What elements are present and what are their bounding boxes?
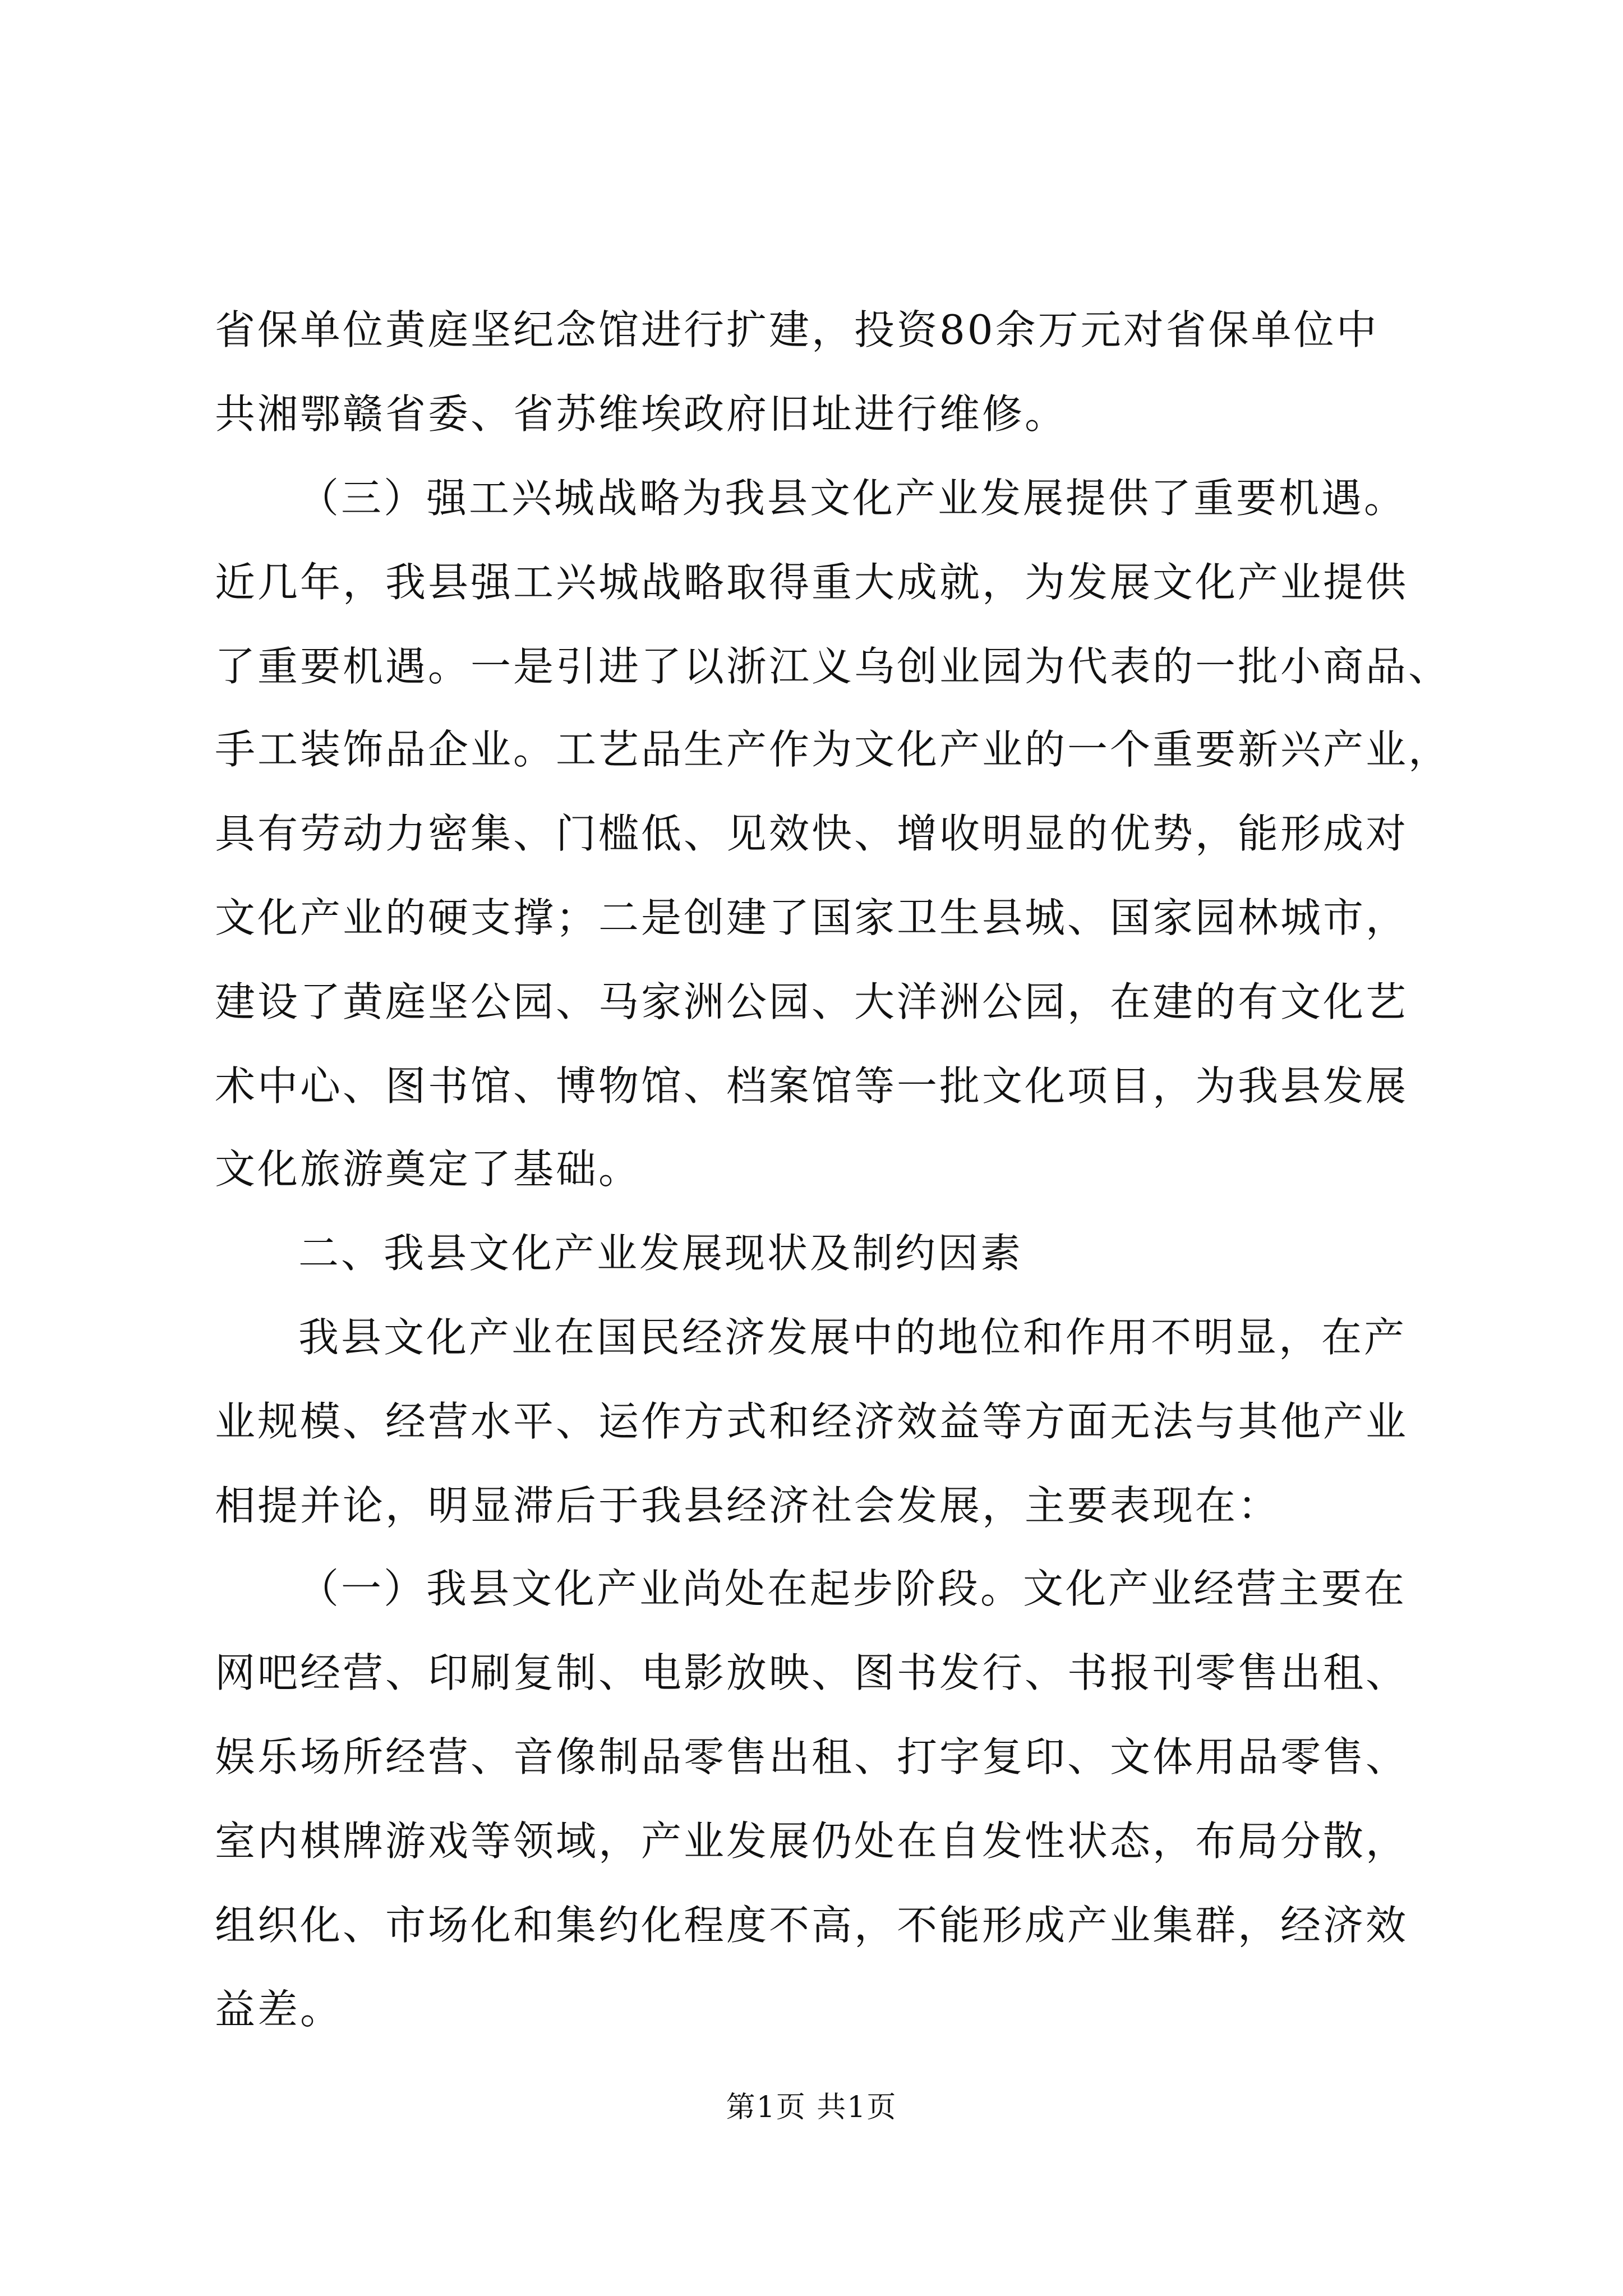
body-line-17: 网吧经营、印刷复制、电影放映、图书发行、书报刊零售出租、: [215, 1649, 1409, 1696]
section-heading-2: 二、我县文化产业发展现状及制约因素: [298, 1230, 1023, 1277]
body-line-18: 娱乐场所经营、音像制品零售出租、打字复印、文体用品零售、: [215, 1733, 1409, 1780]
body-line-4: 近几年，我县强工兴城战略取得重大成就，为发展文化产业提供: [215, 559, 1409, 606]
body-line-20: 组织化、市场化和集约化程度不高，不能形成产业集群，经济效: [215, 1902, 1409, 1949]
body-line-13: 我县文化产业在国民经济发展中的地位和作用不明显，在产: [298, 1314, 1407, 1361]
body-line-2: 共湘鄂赣省委、省苏维埃政府旧址进行维修。: [215, 390, 1068, 438]
body-line-5: 了重要机遇。一是引进了以浙江义乌创业园为代表的一批小商品、: [215, 643, 1451, 690]
body-line-8: 文化产业的硬支撑；二是创建了国家卫生县城、国家园林城市，: [215, 894, 1409, 941]
body-line-11: 文化旅游奠定了基础。: [215, 1145, 642, 1193]
body-line-19: 室内棋牌游戏等领域，产业发展仍处在自发性状态，布局分散，: [215, 1818, 1409, 1865]
body-line-14: 业规模、经营水平、运作方式和经济效益等方面无法与其他产业: [215, 1398, 1409, 1445]
section-heading-3: （三）强工兴城战略为我县文化产业发展提供了重要机遇。: [298, 475, 1407, 522]
section-heading-1: （一）我县文化产业尚处在起步阶段。文化产业经营主要在: [298, 1565, 1407, 1612]
body-line-15: 相提并论，明显滞后于我县经济社会发展，主要表现在：: [215, 1482, 1281, 1529]
body-line-7: 具有劳动力密集、门槛低、见效快、增收明显的优势，能形成对: [215, 810, 1409, 857]
body-line-9: 建设了黄庭坚公园、马家洲公园、大洋洲公园，在建的有文化艺: [215, 978, 1409, 1025]
body-line-10: 术中心、图书馆、博物馆、档案馆等一批文化项目，为我县发展: [215, 1062, 1409, 1110]
body-line-6: 手工装饰品企业。工艺品生产作为文化产业的一个重要新兴产业，: [215, 726, 1451, 773]
body-line-21: 益差。: [215, 1986, 343, 2033]
body-line-1: 省保单位黄庭坚纪念馆进行扩建，投资80余万元对省保单位中: [215, 306, 1379, 353]
page-footer: 第1页 共1页: [726, 2091, 897, 2124]
